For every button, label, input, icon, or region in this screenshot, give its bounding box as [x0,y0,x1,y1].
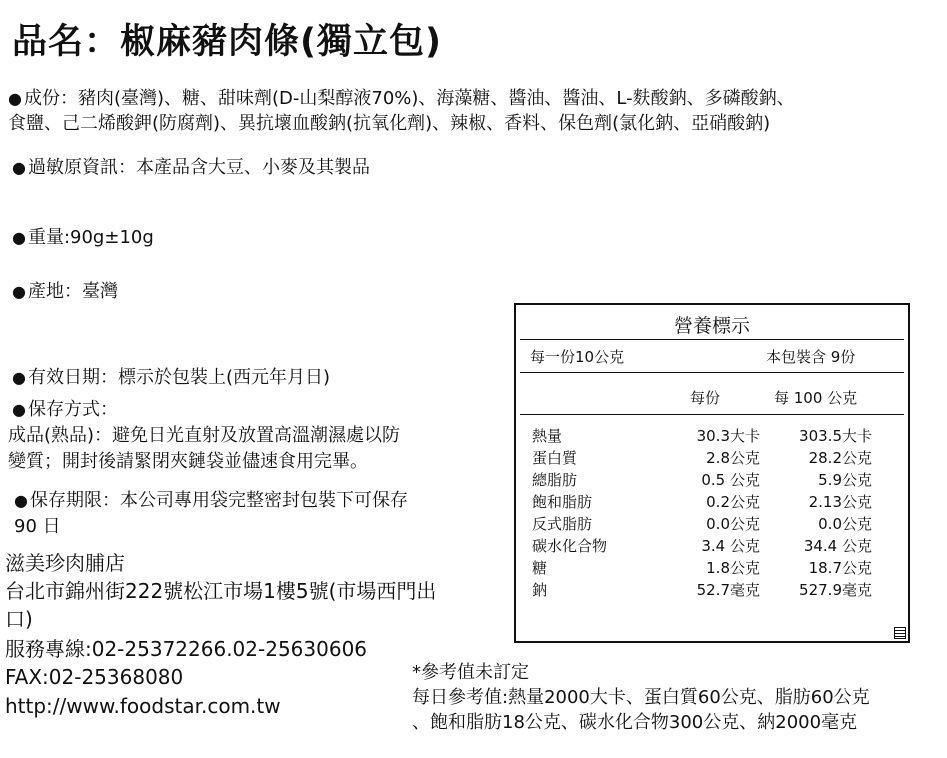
product-title: 品名：椒麻豬肉條(獨立包) [12,22,442,62]
company-name: 滋美珍肉脯店 [5,551,125,575]
storage-heading [12,397,118,423]
servings-per-package: 本包裝含 9份 [766,348,856,366]
nutrient-name: 反式脂肪 [532,515,593,533]
expiry-text: 有效日期：標示於包裝上(西元年月日) [27,367,331,388]
ingredients-line-1 [8,86,795,112]
nutrition-heading: 營養標示 [673,315,750,337]
bullet-icon: ● [14,491,28,510]
bullet-icon: ● [12,282,26,301]
per-serving-value: 0.2公克 [706,493,760,511]
bullet-icon: ● [12,228,26,247]
nutrient-name: 蛋白質 [532,449,578,467]
weight-info [12,225,154,251]
shelf-life-text: 保存期限：本公司專用袋完整密封包裝下可保存 [29,490,408,511]
per-serving-value: 3.4 公克 [701,537,760,555]
per-100g-value: 18.7公克 [808,559,872,577]
company-url[interactable]: http://www.foodstar.com.tw [5,694,281,718]
nutrient-row [532,557,898,579]
company-phone: 服務專線:02-25372266.02-25630606 [5,637,368,661]
allergen-text: 過敏原資訊：本產品含大豆、小麥及其製品 [27,157,370,178]
nutrient-name: 鈉 [532,581,548,599]
storage-heading-text: 保存方式： [27,399,118,420]
nutrient-row [532,469,898,491]
divider [520,414,904,415]
per-serving-value: 0.5 公克 [701,471,760,489]
shelf-life-line-1 [14,488,408,514]
per-serving-value: 52.7毫克 [696,581,760,599]
storage-line-1: 成品(熟品)：避免日光直射及放置高溫潮濕處以防 [8,425,401,446]
nutrient-row [532,491,898,513]
bullet-icon: ● [12,400,26,419]
weight-text: 重量:90g±10g [27,227,154,248]
origin-info [12,279,118,305]
bullet-icon: ● [12,158,26,177]
per-serving-value: 2.8公克 [706,449,760,467]
bullet-icon: ● [12,368,26,387]
expiry-info [12,365,330,391]
nutrient-row [532,579,898,601]
divider [520,339,904,340]
nutrient-row [532,513,898,535]
per-100g-value: 527.9毫克 [799,581,872,599]
per-100g-value: 5.9公克 [818,471,872,489]
nutrient-name: 飽和脂肪 [532,493,593,511]
per-serving-value: 0.0公克 [706,515,760,533]
per-100g-value: 2.13公克 [808,493,872,511]
nutrient-name: 糖 [532,559,548,577]
daily-reference-line-1: 每日參考值:熱量2000大卡、蛋白質60公克、脂肪60公克 [412,687,870,708]
company-address-2: 口) [5,607,33,631]
nutrient-name: 熱量 [532,427,563,445]
daily-reference-line-2: 、飽和脂肪18公克、碳水化合物300公克、納2000毫克 [412,712,858,733]
nutrient-row [532,447,898,469]
allergen-info [12,155,370,181]
nutrient-row [532,425,898,447]
reference-note: *參考值未訂定 [412,662,529,683]
resize-handle-icon[interactable] [894,627,906,639]
origin-text: 產地：臺灣 [27,281,118,302]
company-fax: FAX:02-25368080 [5,665,184,689]
shelf-life-line-2: 90 日 [14,516,61,537]
company-address-1: 台北市錦州街222號松江市場1樓5號(市場西門出 [5,579,437,603]
nutrient-row [532,535,898,557]
bullet-icon: ● [8,89,22,108]
per-serving-value: 1.8公克 [706,559,760,577]
serving-size: 每一份10公克 [530,348,625,366]
ingredients-line-2: 食鹽、己二烯酸鉀(防腐劑)、異抗壞血酸鈉(抗氧化劑)、辣椒、香料、保色劑(氯化鈉、亞硝酸鈉) [8,113,771,134]
per-100g-value: 28.2公克 [808,449,872,467]
nutrient-name: 碳水化合物 [532,537,608,555]
per-100g-value: 34.4 公克 [803,537,872,555]
per-100g-value: 0.0公克 [818,515,872,533]
col-per-serving: 每份 [690,389,721,407]
nutrition-facts-box [514,303,910,643]
nutrient-name: 總脂肪 [532,471,578,489]
storage-line-2: 變質；開封後請緊閉夾鏈袋並儘速食用完畢。 [8,451,368,472]
col-per-100g: 每 100 公克 [774,389,858,407]
divider [520,372,904,373]
per-100g-value: 303.5大卡 [799,427,872,445]
per-serving-value: 30.3大卡 [696,427,760,445]
ingredients-text-1: 成份：豬肉(臺灣)、糖、甜味劑(D-山梨醇液70%)、海藻糖、醬油、醬油、L-麩酸鈉、多磷酸鈉、 [23,88,795,109]
